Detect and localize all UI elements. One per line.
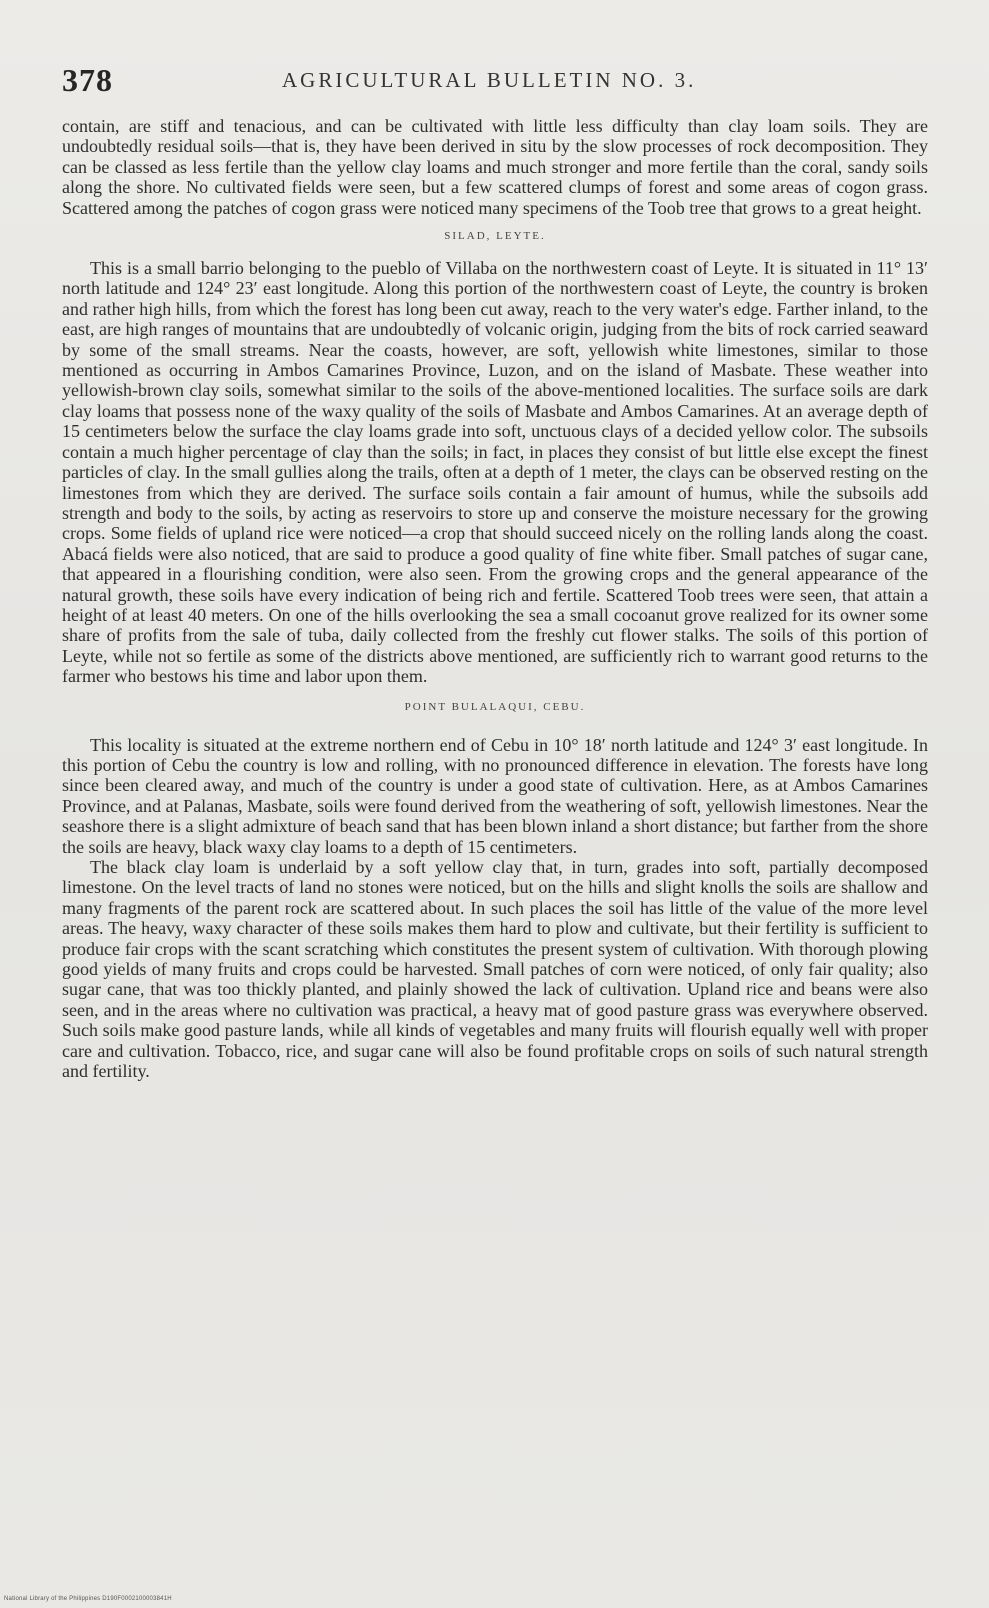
running-head [62, 62, 928, 98]
bulalaqui-paragraph-2: The black clay loam is underlaid by a soft yellow clay that, in turn, grades into soft, partially decomposed limestone. On the level tracts of land no stones were noticed, but on the hills and slight knolls the soils are shallow and many fragments of the parent rock are scattered about. In such places the soil has little of the value of the more level areas. The heavy, waxy character of these soils makes them hard to plow and cultivate, but their fertility is sufficient to produce fair crops with the scant scratching which constitutes the present system of cultivation. With thorough plowing good yields of many fruits and crops could be harvested. Small patches of corn were noticed, of only fair quality; also sugar cane, that was too thickly planted, and plainly showed the lack of cultivation. Upland rice and beans were also seen, and in the areas where no cultivation was practical, a heavy mat of good pasture grass was everywhere observed. Such soils make good pasture lands, while all kinds of vegetables and many fruits will flourish equally well with proper care and cultivation. Tobacco, rice, and sugar cane will also be found profitable crops on soils of such natural strength and fertility. [62, 857, 928, 1082]
section-heading-wrap-bulalaqui [62, 687, 928, 735]
silad-paragraph: This is a small barrio belonging to the pueblo of Villaba on the northwestern coast of Leyte. It is situated in 11° 13′ north latitude and 124° 23′ east longitude. Along this portion of the northwestern coast of Leyte, the country is broken and rather high hills, from which the forest has long been cut away, reach to the very water's edge. Farther inland, to the east, are high ranges of mountains that are undoubtedly of volcanic origin, judging from the bits of rock carried seaward by some of the small streams. Near the coasts, however, are soft, yellowish white limestones, similar to those mentioned as occurring in Ambos Camarines Province, Luzon, and on the island of Masbate. These weather into yellowish-brown clay soils, somewhat similar to the soils of the above-mentioned localities. The surface soils are dark clay loams that possess none of the waxy quality of the soils of Masbate and Ambos Camarines. At an average depth of 15 centimeters below the surface the clay loams grade into soft, unctuous clays of a decided yellow color. The subsoils contain a much higher percentage of clay than the soils; in fact, in places they consist of but little else except the finest particles of clay. In the small gullies along the trails, often at a depth of 1 meter, the clays can be observed resting on the limestones from which they are derived. The surface soils contain a fair amount of humus, while the subsoils add strength and body to the soils, by acting as reservoirs to store up and conserve the moisture necessary for the growing crops. Some fields of upland rice were noticed—a crop that should succeed nicely on the rolling lands along the coast. Abacá fields were also noticed, that are said to produce a good quality of fine white fiber. Small patches of sugar cane, that appeared in a flourishing condition, were also seen. From the growing crops and the general appearance of the natural growth, these soils have every indication of being rich and fertile. Scattered Toob trees were seen, that attain a height of at least 40 meters. On one of the hills overlooking the sea a small cocoanut grove realized for its owner some share of profits from the sale of tuba, daily collected from the freshly cut flower stalks. The soils of this portion of Leyte, while not so fertile as some of the districts above mentioned, are sufficiently rich to warrant good returns to the farmer who bestows his time and labor upon them. [62, 258, 928, 687]
bulalaqui-paragraph-1: This locality is situated at the extreme northern end of Cebu in 10° 18′ north latitude and 124° 3′ east longitude. In this portion of Cebu the country is low and rolling, with no pronounced difference in elevation. The forests have long since been cleared away, and much of the country is under a good state of cultivation. Here, as at Ambos Camarines Province, and at Palanas, Masbate, soils were found derived from the weathering of soft, yellowish limestones. Near the seashore there is a slight admixture of beach sand that has been blown inland a short distance; but farther from the shore the soils are heavy, black waxy clay loams to a depth of 15 centimeters. [62, 734, 928, 857]
section-heading-silad: SILAD, LEYTE. [444, 230, 546, 243]
page-body [62, 116, 928, 1081]
section-heading-wrap-silad [62, 218, 928, 258]
page-number: 378 [62, 62, 113, 98]
running-title: AGRICULTURAL BULLETIN NO. 3. [282, 68, 697, 92]
continued-paragraph: contain, are stiff and tenacious, and can be cultivated with little less difficulty than clay loam soils. They are undoubtedly residual soils—that is, they have been derived in situ by the slow processes of rock decomposition. They can be classed as less fertile than the yellow clay loams and much stronger and more fertile than the coral, sandy soils along the shore. No cultivated fields were seen, but a few scattered clumps of forest and some areas of cogon grass. Scattered among the patches of cogon grass were noticed many specimens of the Toob tree that grows to a great height. [62, 116, 928, 218]
section-heading-bulalaqui: POINT BULALAQUI, CEBU. [404, 700, 586, 713]
library-footer: National Library of the Philippines D190F0002100003841H [4, 1596, 172, 1602]
